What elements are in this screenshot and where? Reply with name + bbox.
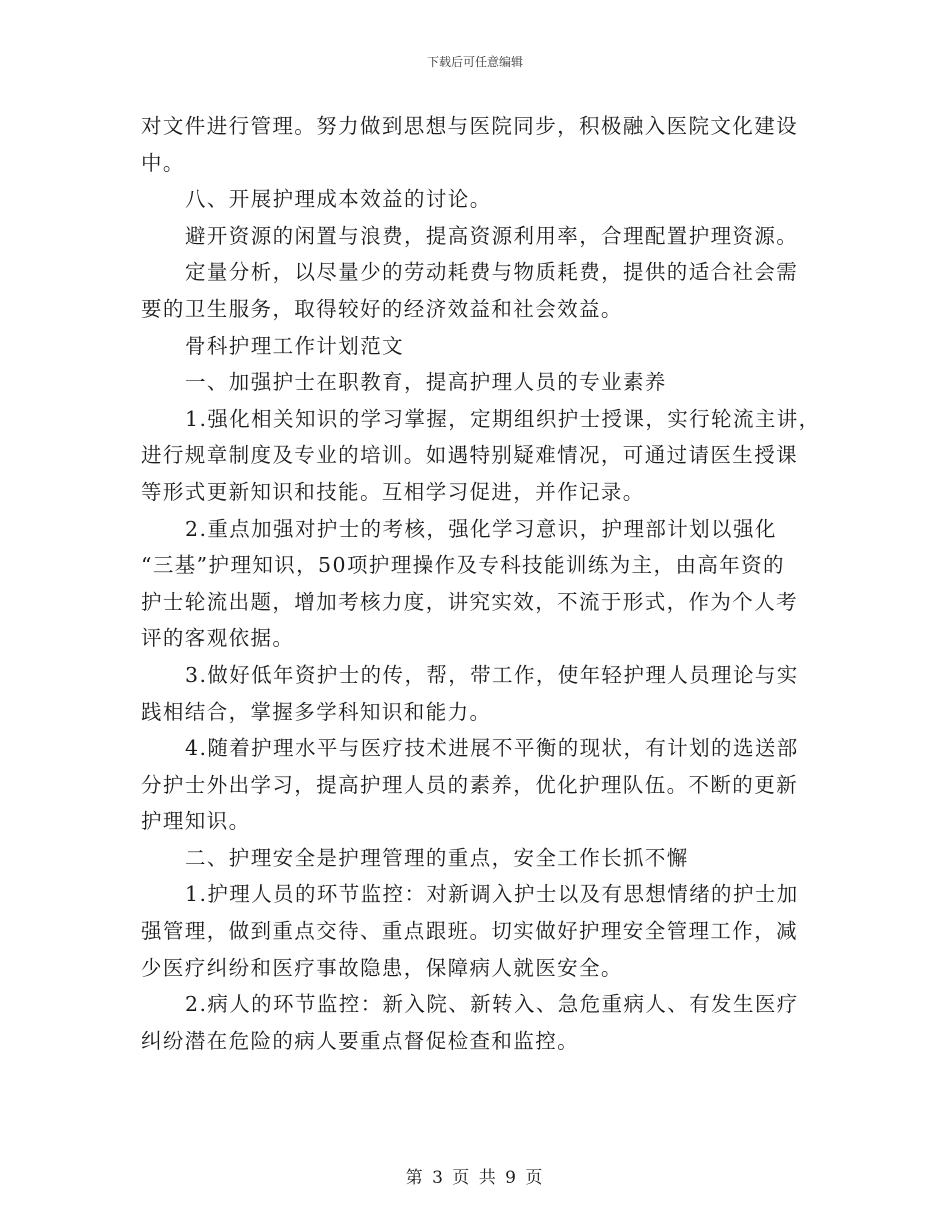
paragraph-line: 少医疗纠纷和医疗事故隐患，保障病人就医安全。	[141, 955, 623, 980]
section-heading-line: 八、开展护理成本效益的讨论。	[185, 187, 492, 212]
paragraph-line: 定量分析，以尽量少的劳动耗费与物质耗费，提供的适合社会需	[185, 260, 799, 285]
paragraph-line: 护士轮流出题，增加考核力度，讲究实效，不流于形式，作为个人考	[141, 589, 798, 614]
page-header-note: 下载后可任意编辑	[426, 55, 523, 69]
paragraph-line: 中。	[141, 150, 185, 175]
paragraph-line: 对文件进行管理。努力做到思想与医院同步，积极融入医院文化建设	[141, 114, 798, 138]
list-item-line: 1.强化相关知识的学习掌握，定期组织护士授课，实行轮流主讲，	[185, 406, 821, 431]
list-item-line: 4.随着护理水平与医疗技术进展不平衡的现状，有计划的选送部	[185, 736, 799, 761]
list-item-line: 2.病人的环节监控：新入院、新转入、急危重病人、有发生医疗	[185, 992, 799, 1017]
list-item-line: 1.护理人员的环节监控：对新调入护士以及有思想情绪的护士加	[185, 882, 799, 907]
paragraph-line: 践相结合，掌握多学科知识和能力。	[141, 699, 492, 724]
paragraph-line: 进行规章制度及专业的培训。如遇特别疑难情况，可通过请医生授课	[141, 443, 798, 468]
paragraph-line: 避开资源的闲置与浪费，提高资源利用率，合理配置护理资源。	[185, 223, 799, 248]
page-number-footer: 第 3 页 共 9 页	[405, 1168, 545, 1188]
section-heading-line: 二、护理安全是护理管理的重点，安全工作长抓不懈	[185, 845, 689, 870]
paragraph-line: 分护士外出学习，提高护理人员的素养，优化护理队伍。不断的更新	[141, 772, 798, 797]
section-heading-line: 一、加强护士在职教育，提高护理人员的专业素养	[185, 370, 667, 395]
paragraph-line: 评的客观依据。	[141, 626, 295, 651]
list-item-line: 3.做好低年资护士的传，帮，带工作，使年轻护理人员理论与实	[185, 662, 799, 687]
paragraph-line: 等形式更新知识和技能。互相学习促进，并作记录。	[141, 479, 645, 504]
paragraph-line: 护理知识。	[141, 809, 251, 834]
document-subtitle-line: 骨科护理工作计划范文	[185, 333, 404, 358]
list-item-line: 2.重点加强对护士的考核，强化学习意识，护理部计划以强化	[185, 516, 777, 541]
paragraph-line: “三基”护理知识，50项护理操作及专科技能训练为主，由高年资的	[141, 553, 785, 578]
paragraph-line: 纠纷潜在危险的病人要重点督促检查和监控。	[141, 1028, 579, 1053]
paragraph-line: 要的卫生服务，取得较好的经济效益和社会效益。	[141, 296, 623, 321]
document-body	[141, 108, 821, 1059]
paragraph-line: 强管理，做到重点交待、重点跟班。切实做好护理安全管理工作，减	[141, 919, 798, 944]
